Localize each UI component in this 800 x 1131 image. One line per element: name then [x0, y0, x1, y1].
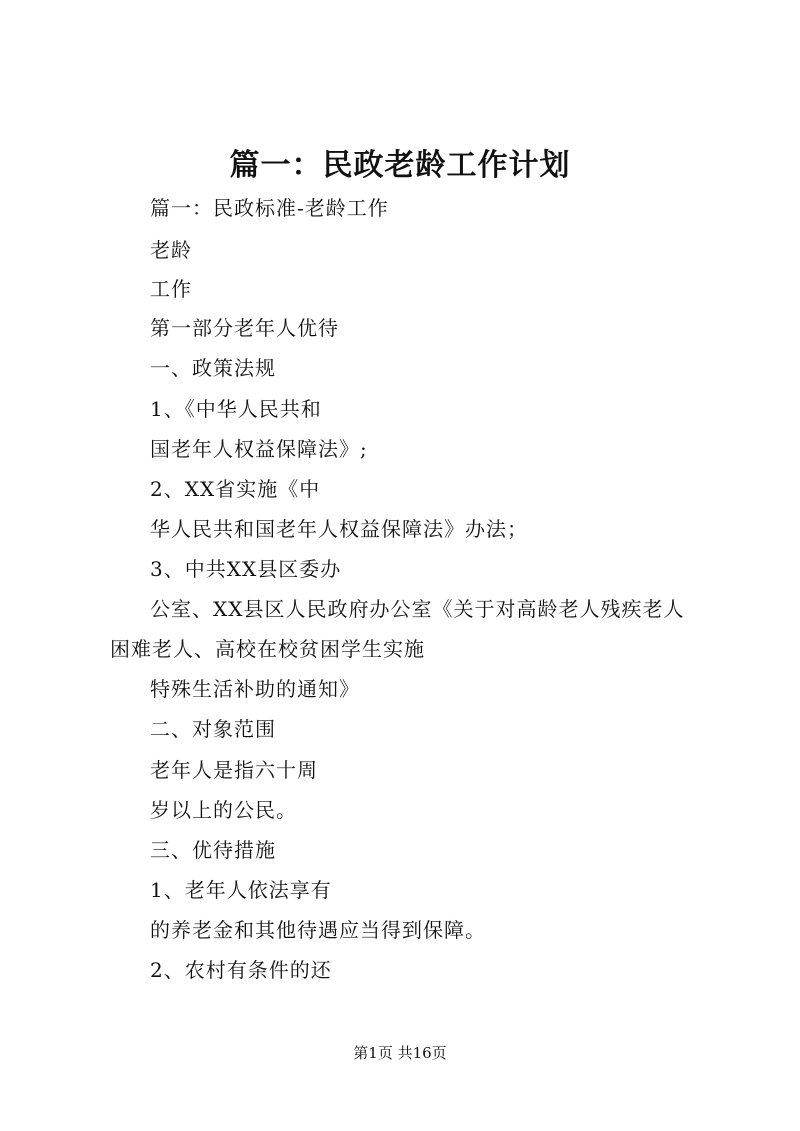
body-line-2: 老龄 [150, 238, 192, 262]
body-line-4: 第一部分老年人优待 [150, 316, 339, 340]
body-line-17: 三、优待措施 [150, 838, 276, 862]
body-line-8: 2、XX省实施《中 [150, 477, 321, 501]
body-line-10: 3、中共XX县区委办 [150, 557, 342, 581]
body-line-13: 特殊生活补助的通知》 [150, 677, 360, 701]
body-line-12: 困难老人、高校在校贫困学生实施 [110, 637, 425, 661]
body-line-3: 工作 [150, 277, 192, 301]
page-title: 篇一：民政老龄工作计划 [229, 148, 571, 183]
body-line-15: 老年人是指六十周 [150, 758, 318, 782]
body-line-20: 2、农村有条件的还 [150, 958, 332, 982]
body-line-11: 公室、XX县区人民政府办公室《关于对高龄老人残疾老人 [150, 597, 685, 621]
body-line-1: 篇一：民政标准-老龄工作 [150, 196, 389, 220]
body-line-18: 1、老年人依法享有 [150, 878, 332, 902]
body-line-16: 岁以上的公民。 [150, 798, 297, 822]
body-line-14: 二、对象范围 [150, 717, 276, 741]
body-line-6: 1、《中华人民共和 [150, 397, 322, 421]
page-number-footer: 第1页 共16页 [353, 1044, 447, 1062]
body-line-9: 华人民共和国老年人权益保障法》办法； [150, 517, 528, 541]
body-line-7: 国老年人权益保障法》; [150, 437, 368, 461]
body-line-19: 的养老金和其他待遇应当得到保障。 [150, 918, 486, 942]
body-line-5: 一、政策法规 [150, 356, 276, 380]
